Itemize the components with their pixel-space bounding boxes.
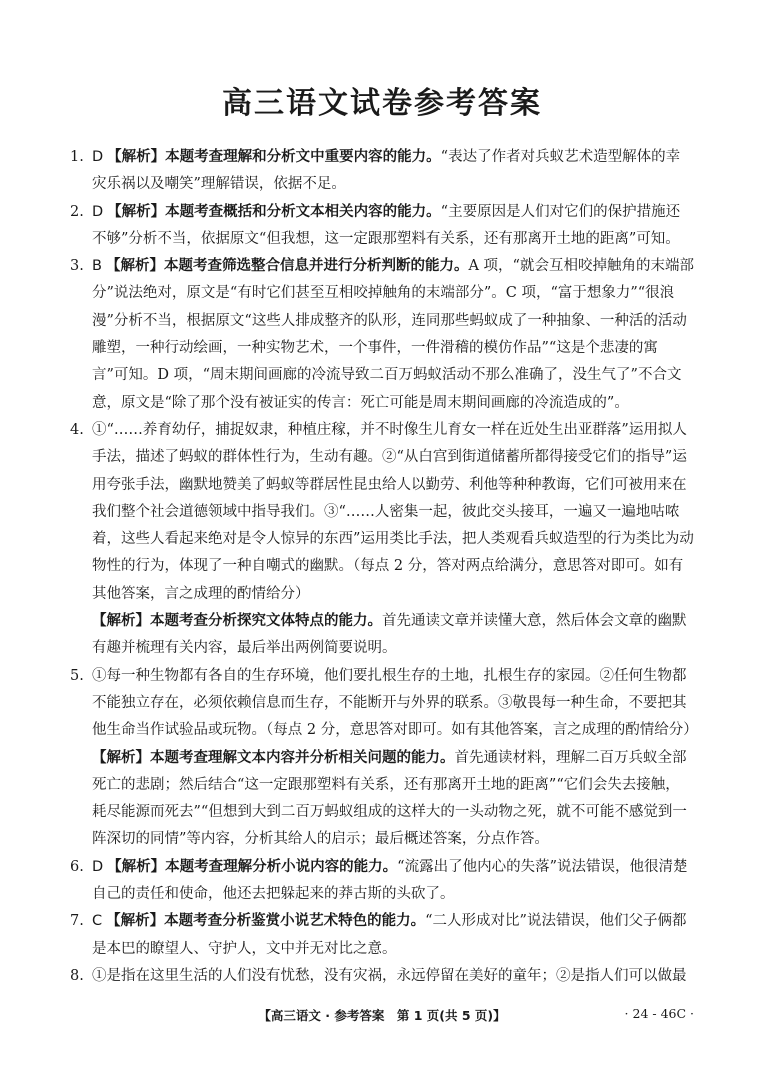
- answer-item-5: [70, 663, 698, 745]
- answer-item-7: [70, 908, 694, 963]
- answer-text: “二人形成对比”说法错误，他们父子俩都是本巴的瞭望人、守护人，文中并无对比之意。: [92, 913, 687, 957]
- answer-item-3: [70, 253, 694, 417]
- analysis-tag: 【解析】本题考查筛选整合信息并进行分析判断的能力。: [105, 258, 469, 275]
- answer-text: “主要原因是人们对它们的保护措施还不够”分析不当，依据原文“但我想，这一定跟那塑料有关系，还有那离开土地的距离”可知。: [92, 203, 681, 247]
- answer-text: ①每一种生物都有各自的生存环境，他们要扎根生存的土地，扎根生存的家园。②任何生物都不能独立存在，必须依赖信息而生存，不能断开与外界的联系。③敬畏每一种生命，不要把其他生命当作试验品或玩物。（每点 2 分，意思答对即可。如有其他答案，言之成理的酌情给分）: [92, 667, 698, 739]
- answer-item-4: [70, 417, 694, 608]
- answer-letter: D: [92, 149, 104, 165]
- item-number: 8.: [70, 967, 84, 984]
- analysis-tag: 【解析】本题考查分析鉴赏小说艺术特色的能力。: [106, 913, 426, 930]
- answer-text: ①“……养育幼仔，捕捉奴隶，种植庄稼，并不时像生儿育女一样在近处生出亚群落”运用拟人手法，描述了蚂蚁的群体性行为，生动有趣。②“从白宫到街道储蓄所都得接受它们的指导”运用夸张手法，幽默地赞美了蚂蚁等群居性昆虫给人以勤劳、利他等种种教诲，它们可被用来在我们整个社会道德领域中指导我们。③“……人密集一起，彼此交头接耳，一遍又一遍地咕哝着，这些人看起来绝对是令人惊异的东西”运用类比手法，把人类观看兵蚁造型的行为类比为动物性的行为，体现了一种自嘲式的幽默。（每点 2 分，答对两点给满分，意思答对即可。如有其他答案，言之成理的酌情给分）: [92, 421, 694, 602]
- analysis-tag: 【解析】本题考查概括和分析文本相关内容的能力。: [107, 203, 441, 220]
- analysis-tag: 【解析】本题考查理解分析小说内容的能力。: [107, 858, 398, 875]
- answer-letter: D: [92, 203, 104, 220]
- answer-text: ①是指在这里生活的人们没有忧愁，没有灾祸，永远停留在美好的童年；②是指人们可以做最: [92, 967, 687, 984]
- item-number: 4.: [70, 421, 84, 438]
- item-number: 2.: [70, 203, 84, 220]
- analysis-paragraph-5: [70, 745, 694, 854]
- answer-item-2: [70, 199, 694, 254]
- answer-letter: B: [92, 258, 102, 275]
- footer-page-info: 【高三语文 · 参考答案 第 1 页(共 5 页)】: [258, 1008, 506, 1023]
- answer-letter: D: [92, 858, 104, 875]
- page-title: 高三语文试卷参考答案: [222, 86, 542, 121]
- analysis-text: 首先通读材料，理解二百万兵蚁全部死亡的悲剧；然后结合“这一定跟那塑料有关系，还有那离开土地的距离”“它们会失去接触，耗尽能源而死去”“但想到大到二百万蚂蚁组成的这样大的一头动物之死，就不可能不感觉到一阵深切的同情”等内容，分析其给人的启示；最后概述答案，分点作答。: [92, 749, 687, 848]
- item-number: 3.: [70, 258, 84, 275]
- item-number: 7.: [70, 913, 84, 930]
- page-footer: [0, 1006, 764, 1030]
- analysis-tag: 【解析】本题考查理解文本内容并分析相关问题的能力。: [92, 749, 455, 766]
- answer-list: [70, 144, 698, 990]
- answer-item-1: [70, 144, 694, 199]
- item-number: 6.: [70, 858, 84, 875]
- answer-text: “流露出了他内心的失落”说法错误，他很清楚自己的责任和使命，他还去把躲起来的莽古斯的头砍了。: [92, 858, 688, 903]
- answer-text: “表达了作者对兵蚁艺术造型解体的幸灾乐祸以及嘲笑”理解错误，依据不足。: [92, 149, 681, 193]
- answer-item-8: [70, 963, 694, 990]
- item-number: 1.: [70, 149, 84, 165]
- answer-text: A 项，“就会互相咬掉触角的末端部分”说法绝对，原文是“有时它们甚至互相咬掉触角的末端部分”。C 项，“富于想象力”“很浪漫”分析不当，根据原文“这些人排成整齐的队形，连同那些蚂蚁成了一种抽象、一种活的活动雕塑，一种行动绘画，一种实物艺术，一个事件，一件滑稽的模仿作品”“这是个悲凄的寓言”可知。D 项，“周末期间画廊的冷流导致二百万蚂蚁活动不那么准确了，没生气了”不合文意，原文是“除了那个没有被证实的传言：死亡可能是周末期间画廊的冷流造成的”。: [92, 258, 694, 411]
- analysis-tag: 【解析】本题考查分析探究文体特点的能力。: [92, 613, 382, 630]
- analysis-tag: 【解析】本题考查理解和分析文中重要内容的能力。: [107, 149, 441, 165]
- analysis-text: 首先通读文章并读懂大意，然后体会文章的幽默有趣并梳理有关内容，最后举出两例简要说明。: [92, 613, 687, 657]
- answer-letter: C: [92, 913, 103, 930]
- item-number: 5.: [70, 667, 84, 684]
- answer-item-6: [70, 854, 694, 909]
- footer-paper-code: · 24 - 46C ·: [624, 1006, 694, 1021]
- analysis-paragraph-4: [70, 608, 694, 663]
